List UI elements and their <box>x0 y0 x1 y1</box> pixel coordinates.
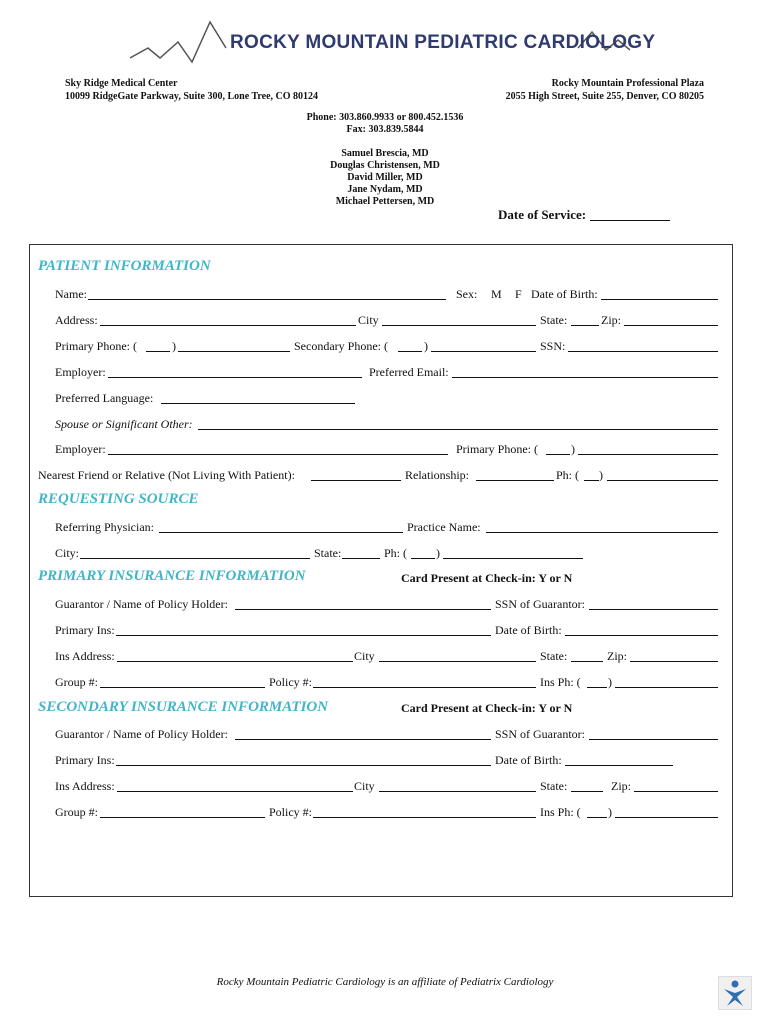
preferred-email-label: Preferred Email: <box>369 365 449 379</box>
paren-close: ) <box>608 805 612 819</box>
employer-label: Employer: <box>55 365 106 379</box>
req-state-label: State: <box>314 546 342 560</box>
nearest-relative-field[interactable] <box>311 480 401 481</box>
practice-name-label: Practice Name: <box>407 520 481 534</box>
spouse-phone-area-field[interactable] <box>546 454 570 455</box>
secondary-card-present[interactable]: Card Present at Check-in: Y or N <box>401 701 573 715</box>
spouse-phone-label: Primary Phone: ( <box>456 442 538 456</box>
si-group-label: Group #: <box>55 805 98 819</box>
phone-text: Phone: 303.860.9933 or 800.452.1536 <box>306 112 464 123</box>
ssn-label: SSN: <box>540 339 566 353</box>
preferred-email-field[interactable] <box>452 377 718 378</box>
si-primary-ins-label: Primary Ins: <box>55 753 115 767</box>
name-label: Name: <box>55 287 87 301</box>
si-zip-label: Zip: <box>611 779 631 793</box>
preferred-language-label: Preferred Language: <box>55 391 154 405</box>
spouse-phone-field[interactable] <box>578 454 718 455</box>
si-zip-field[interactable] <box>634 791 718 792</box>
primary-phone-field[interactable] <box>178 351 290 352</box>
si-policy-label: Policy #: <box>269 805 313 819</box>
relative-ph-field[interactable] <box>607 480 718 481</box>
spouse-label: Spouse or Significant Other: <box>55 417 193 431</box>
spouse-field[interactable] <box>198 429 718 430</box>
name-field[interactable] <box>88 299 446 300</box>
logo <box>130 20 656 70</box>
section-title-secondary-ins: SECONDARY INSURANCE INFORMATION <box>38 699 329 715</box>
si-ins-address-label: Ins Address: <box>55 779 115 793</box>
primary-phone-label: Primary Phone: ( <box>55 339 137 353</box>
relationship-label: Relationship: <box>405 468 469 482</box>
si-ins-ph-field[interactable] <box>615 817 718 818</box>
req-city-label: City: <box>55 546 80 560</box>
primary-phone-area-field[interactable] <box>146 351 170 352</box>
employer-field[interactable] <box>108 377 362 378</box>
si-primary-ins-field[interactable] <box>116 765 491 766</box>
req-ph-area-field[interactable] <box>411 558 435 559</box>
primary-card-present[interactable]: Card Present at Check-in: Y or N <box>401 571 573 585</box>
req-state-field[interactable] <box>342 558 380 559</box>
si-policy-field[interactable] <box>313 817 536 818</box>
address-field[interactable] <box>100 325 356 326</box>
relative-ph-label: Ph: ( <box>556 468 580 482</box>
sex-label: Sex: <box>456 287 478 301</box>
right-location <box>506 77 704 103</box>
req-city-field[interactable] <box>80 558 310 559</box>
si-ins-address-field[interactable] <box>117 791 353 792</box>
doctor-name: Douglas Christensen, MD <box>330 160 440 171</box>
doctor-name: David Miller, MD <box>347 172 423 183</box>
city-field[interactable] <box>382 325 536 326</box>
date-of-service <box>498 207 586 223</box>
pi-policy-field[interactable] <box>313 687 536 688</box>
pi-ssn-field[interactable] <box>589 609 718 610</box>
si-ins-ph-label: Ins Ph: ( <box>540 805 581 819</box>
si-dob-field[interactable] <box>565 765 673 766</box>
secondary-phone-label: Secondary Phone: ( <box>294 339 388 353</box>
pi-ins-ph-area-field[interactable] <box>587 687 607 688</box>
si-city-label: City <box>354 779 375 793</box>
left-location-name: Sky Ridge Medical Center <box>65 78 178 89</box>
si-group-field[interactable] <box>100 817 265 818</box>
pi-group-field[interactable] <box>100 687 265 688</box>
pi-zip-field[interactable] <box>630 661 718 662</box>
doctor-list <box>0 148 770 208</box>
left-location <box>65 77 318 103</box>
pi-primary-ins-field[interactable] <box>116 635 491 636</box>
contact-block <box>0 112 770 136</box>
dob-label: Date of Birth: <box>531 287 598 301</box>
si-state-field[interactable] <box>571 791 603 792</box>
person-icon <box>719 977 751 1009</box>
relationship-field[interactable] <box>476 480 554 481</box>
pi-policy-label: Policy #: <box>269 675 313 689</box>
paren-close: ) <box>172 339 176 353</box>
paren-close: ) <box>436 546 440 560</box>
secondary-phone-area-field[interactable] <box>398 351 422 352</box>
zip-field[interactable] <box>624 325 718 326</box>
date-of-service-field[interactable] <box>590 220 670 221</box>
pi-ins-ph-field[interactable] <box>615 687 718 688</box>
city-label: City <box>358 313 379 327</box>
address-label: Address: <box>55 313 98 327</box>
pi-state-field[interactable] <box>571 661 603 662</box>
pi-city-field[interactable] <box>379 661 536 662</box>
pi-guarantor-field[interactable] <box>235 609 491 610</box>
pi-ins-address-label: Ins Address: <box>55 649 115 663</box>
spouse-employer-field[interactable] <box>108 454 448 455</box>
sex-m-option[interactable]: M <box>491 287 502 301</box>
ssn-field[interactable] <box>568 351 718 352</box>
logo-text: ROCKY MOUNTAIN PEDIATRIC CARDIOLOGY <box>230 32 656 53</box>
section-title-requesting: REQUESTING SOURCE <box>38 491 199 507</box>
si-state-label: State: <box>540 779 568 793</box>
pi-dob-label: Date of Birth: <box>495 623 562 637</box>
zip-label: Zip: <box>601 313 621 327</box>
doctor-name: Jane Nydam, MD <box>347 184 423 195</box>
right-location-name: Rocky Mountain Professional Plaza <box>551 78 704 89</box>
paren-close: ) <box>608 675 612 689</box>
person-icon <box>718 976 752 1010</box>
si-ssn-field[interactable] <box>589 739 718 740</box>
paren-close: ) <box>599 468 603 482</box>
pi-dob-field[interactable] <box>565 635 718 636</box>
date-of-service-label: Date of Service: <box>498 207 587 222</box>
referring-physician-label: Referring Physician: <box>55 520 154 534</box>
si-city-field[interactable] <box>379 791 536 792</box>
fax-text: Fax: 303.839.5844 <box>346 124 424 135</box>
referring-physician-field[interactable] <box>159 532 403 533</box>
pi-city-label: City <box>354 649 375 663</box>
paren-close: ) <box>424 339 428 353</box>
pi-group-label: Group #: <box>55 675 98 689</box>
pi-guarantor-label: Guarantor / Name of Policy Holder: <box>55 597 228 611</box>
si-guarantor-label: Guarantor / Name of Policy Holder: <box>55 727 228 741</box>
footer-text: Rocky Mountain Pediatric Cardiology is an affiliate of Pediatrix Cardiology <box>216 976 554 988</box>
pi-primary-ins-label: Primary Ins: <box>55 623 115 637</box>
relative-ph-area-field[interactable] <box>584 480 599 481</box>
dob-field[interactable] <box>601 299 718 300</box>
left-location-address: 10099 RidgeGate Parkway, Suite 300, Lone Tree, CO 80124 <box>65 91 319 102</box>
pi-ins-address-field[interactable] <box>117 661 353 662</box>
preferred-language-field[interactable] <box>161 403 355 404</box>
si-guarantor-field[interactable] <box>235 739 491 740</box>
req-ph-field[interactable] <box>443 558 583 559</box>
spouse-employer-label: Employer: <box>55 442 106 456</box>
pi-zip-label: Zip: <box>607 649 627 663</box>
si-ssn-label: SSN of Guarantor: <box>495 727 585 741</box>
section-title-patient: PATIENT INFORMATION <box>38 258 211 274</box>
right-location-address: 2055 High Street, Suite 255, Denver, CO 80205 <box>505 91 704 102</box>
si-ins-ph-area-field[interactable] <box>587 817 607 818</box>
secondary-phone-field[interactable] <box>431 351 536 352</box>
nearest-relative-label: Nearest Friend or Relative (Not Living With Patient): <box>38 468 295 482</box>
doctor-name: Michael Pettersen, MD <box>335 196 435 207</box>
si-dob-label: Date of Birth: <box>495 753 562 767</box>
pi-ins-ph-label: Ins Ph: ( <box>540 675 581 689</box>
section-title-primary-ins: PRIMARY INSURANCE INFORMATION <box>38 568 306 584</box>
practice-name-field[interactable] <box>486 532 718 533</box>
pi-ssn-label: SSN of Guarantor: <box>495 597 585 611</box>
doctor-name: Samuel Brescia, MD <box>341 148 429 159</box>
state-field[interactable] <box>571 325 599 326</box>
paren-close: ) <box>571 442 575 456</box>
req-ph-label: Ph: ( <box>384 546 408 560</box>
pi-state-label: State: <box>540 649 568 663</box>
sex-f-option[interactable]: F <box>515 287 522 301</box>
state-label: State: <box>540 313 568 327</box>
